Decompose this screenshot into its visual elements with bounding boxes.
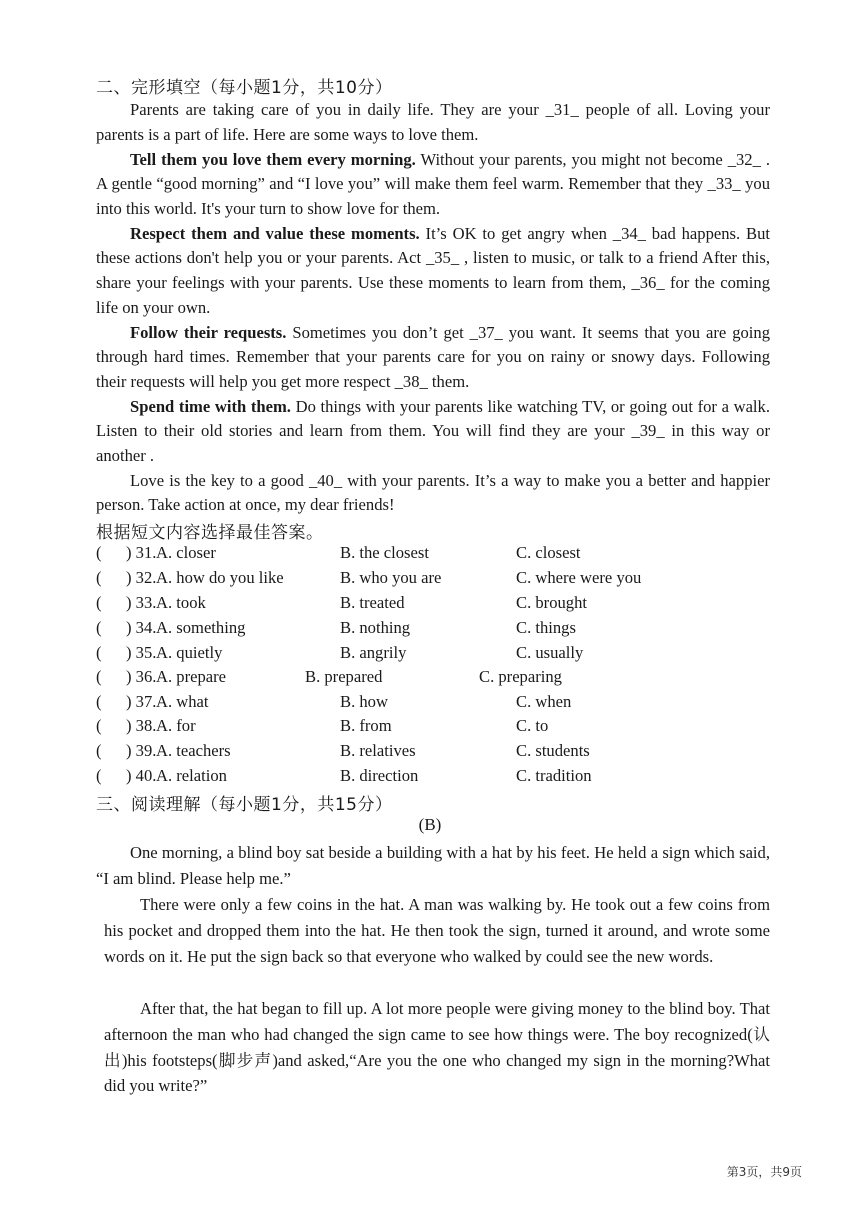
question-row [96, 741, 776, 765]
option-a: A. relation [156, 766, 227, 785]
option-b: B. nothing [340, 618, 411, 637]
option-a: A. closer [156, 543, 216, 562]
answer-bracket: ( [96, 667, 102, 686]
question-row [96, 593, 776, 617]
question-number: ) 35. [126, 643, 157, 662]
question-number: ) 40. [126, 766, 157, 785]
question-number: ) 37. [126, 692, 157, 711]
reading-paragraph-2: There were only a few coins in the hat. A man was walking by. He took out a few coins from his pocket and dropped them into the hat. He then took the sign, turned it around, and wrote some words on it. He put the sign back so that everyone who walked by could see the new words. [104, 895, 770, 966]
option-c: C. usually [516, 643, 584, 662]
cloze-paragraph-6: Love is the key to a good _40_ with your parents. It’s a way to make you a better and happier person. Take action at once, my dear friends! [96, 470, 770, 515]
answer-bracket: ( [96, 593, 102, 612]
instruction-text: 根据短文内容选择最佳答案。 [96, 523, 324, 543]
question-number: ) 33. [126, 593, 157, 612]
question-number: ) 31. [126, 543, 157, 562]
option-a: A. how do you like [156, 568, 284, 587]
option-b: B. relatives [340, 741, 416, 760]
question-row [96, 667, 776, 691]
answer-bracket: ( [96, 716, 102, 735]
answer-bracket: ( [96, 741, 102, 760]
option-c: C. when [516, 692, 572, 711]
question-row [96, 692, 776, 716]
option-c: C. where were you [516, 568, 642, 587]
option-a: A. something [156, 618, 246, 637]
question-number: ) 34. [126, 618, 157, 637]
cloze-paragraph-2 [96, 148, 770, 222]
cloze-paragraph-4-text: Sometimes you don’t get _37_ you want. It seems that you are going through hard times. Remember that your parents care for you on rainy or snowy days. Following their requests will help you get more respect _38_ them. [96, 322, 770, 391]
option-c: C. things [516, 618, 576, 637]
cloze-subheading-3: Follow their requests. [130, 322, 287, 342]
option-b: B. treated [340, 593, 405, 612]
question-row [96, 568, 776, 592]
option-b: B. the closest [340, 543, 429, 562]
section-2-heading: 二、完形填空（每小题1分，共10分） [96, 78, 393, 98]
cloze-paragraph-4 [96, 321, 770, 395]
section-3-heading: 三、阅读理解（每小题1分，共15分） [96, 795, 393, 815]
option-a: A. took [156, 593, 206, 612]
cloze-paragraph-5-text: Do things with your parents like watching TV, or going out for a walk. Listen to their old stories and learn from them. You will find they are your _39_ in this way or another . [96, 396, 770, 465]
question-row [96, 618, 776, 642]
answer-bracket: ( [96, 643, 102, 662]
cloze-paragraph-1: Parents are taking care of you in daily life. They are your _31_ people of all. Loving your parents is a part of life. Here are some ways to love them. [96, 100, 770, 144]
question-row [96, 543, 776, 567]
option-b: B. who you are [340, 568, 442, 587]
answer-bracket: ( [96, 618, 102, 637]
reading-paragraph-1: One morning, a blind boy sat beside a building with a hat by his feet. He held a sign which said, “I am blind. Please help me.” [96, 843, 770, 888]
cloze-paragraph-3-text: It’s OK to get angry when _34_ bad happens. But these actions don't help you or your parents. Act _35_ , listen to music, or talk to a friend After this, share your feelings with your parents. Use these moments to learn from them, _36_ for the coming life on your own. [96, 223, 770, 317]
question-number: ) 36. [126, 667, 157, 686]
option-c: C. tradition [516, 766, 592, 785]
option-b: B. from [340, 716, 392, 735]
cloze-subheading-1: Tell them you love them every morning. [130, 149, 416, 169]
reading-paragraph-3: After that, the hat began to fill up. A lot more people were giving money to the blind boy. That afternoon the man who had changed the sign came to see how things were. The boy recognized(认出)his footsteps(脚步声)and asked,“Are you the one who changed my sign in the morning?What did you write?” [104, 999, 770, 1096]
question-row [96, 766, 776, 790]
option-c: C. brought [516, 593, 587, 612]
answer-bracket: ( [96, 568, 102, 587]
option-a: A. quietly [156, 643, 223, 662]
answer-bracket: ( [96, 692, 102, 711]
option-c: C. preparing [479, 667, 562, 686]
cloze-paragraph-2-text: Without your parents, you might not become _32_ . A gentle “good morning” and “I love you” will make them feel warm. Remember that they _33_ you into this world. It's your turn to show love for them. [96, 149, 770, 218]
question-number: ) 39. [126, 741, 157, 760]
option-b: B. angrily [340, 643, 407, 662]
option-c: C. to [516, 716, 549, 735]
option-c: C. students [516, 741, 590, 760]
option-a: A. for [156, 716, 196, 735]
option-a: A. teachers [156, 741, 231, 760]
option-a: A. what [156, 692, 209, 711]
question-row [96, 716, 776, 740]
option-a: A. prepare [156, 667, 227, 686]
answer-bracket: ( [96, 543, 102, 562]
cloze-paragraph-3 [96, 222, 770, 321]
cloze-subheading-4: Spend time with them. [130, 396, 291, 416]
option-b: B. how [340, 692, 388, 711]
answer-bracket: ( [96, 766, 102, 785]
option-b: B. direction [340, 766, 419, 785]
option-c: C. closest [516, 543, 581, 562]
question-row [96, 643, 776, 667]
option-b: B. prepared [305, 667, 383, 686]
cloze-subheading-2: Respect them and value these moments. [130, 223, 420, 243]
passage-label: (B) [418, 815, 442, 834]
page-number: 第3页，共9页 [726, 1165, 802, 1179]
question-number: ) 38. [126, 716, 157, 735]
question-number: ) 32. [126, 568, 157, 587]
cloze-paragraph-5 [96, 395, 770, 469]
